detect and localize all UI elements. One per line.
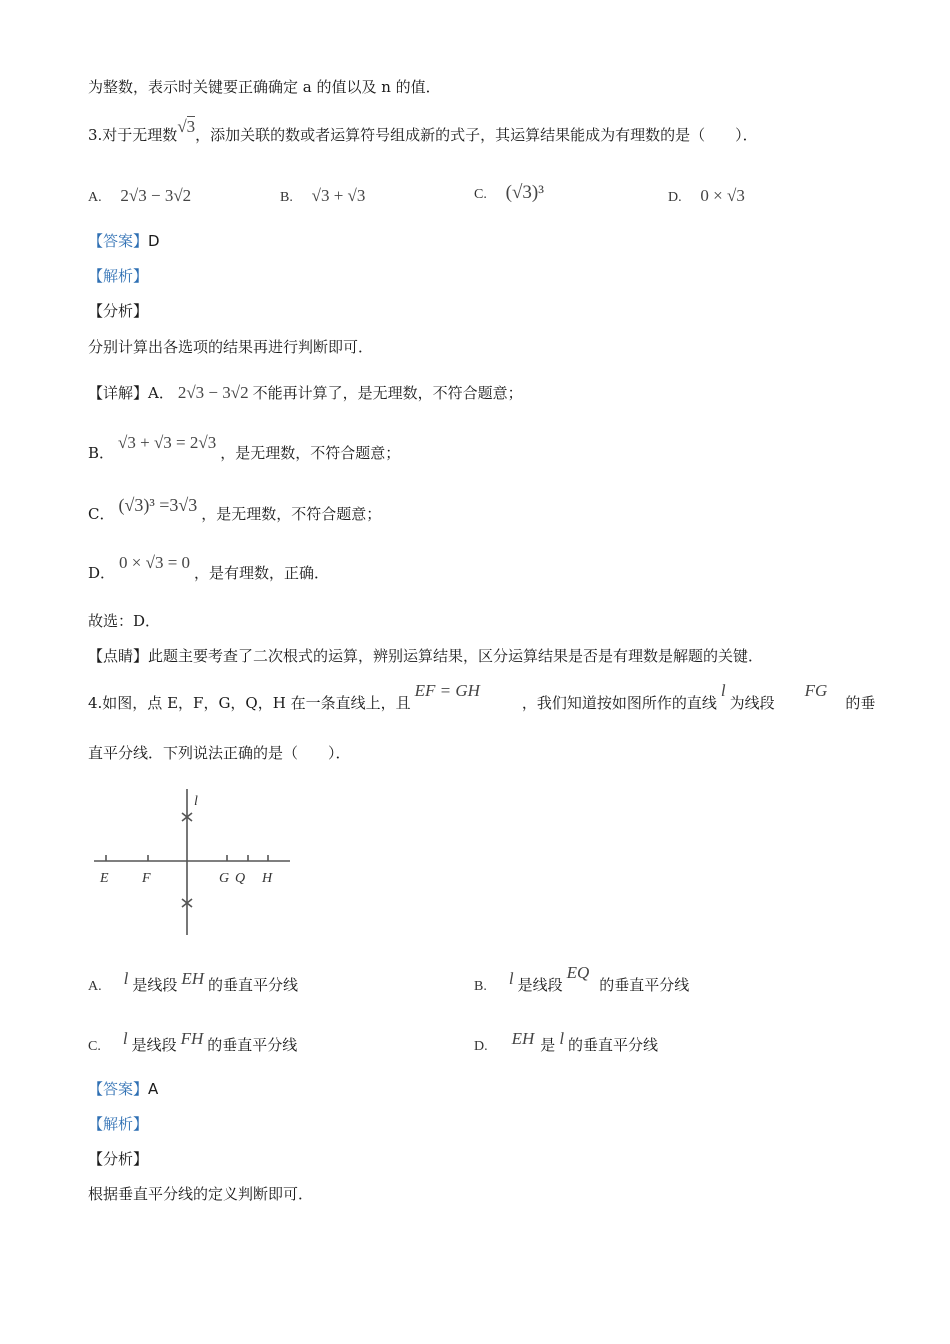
q3-detail-d: D．0 × √3 = 0，是有理数，正确．	[88, 553, 330, 582]
q3-detail-a: 【详解】A． 2√3 − 3√2 不能再计算了，是无理数，不符合题意；	[88, 383, 523, 402]
q3-option-c: C. (√3)³	[474, 182, 544, 203]
q3-stem-sqrt: √3	[177, 117, 196, 136]
q3-fenxi: 分别计算出各选项的结果再进行判断即可．	[88, 338, 374, 356]
q4-figure	[88, 785, 298, 940]
paragraph-intro: 为整数，表示时关键要正确确定 a 的值以及 n 的值．	[88, 78, 441, 96]
question-4-stem-line2: 直平分线．下列说法正确的是（ ）．	[88, 744, 351, 762]
q3-detail-b: B．√3 + √3 = 2√3，是无理数，不符合题意；	[88, 433, 401, 462]
q4-option-d: D. EH 是 l 的垂直平分线	[474, 1029, 659, 1054]
q3-jiexi-tag: 【解析】	[88, 267, 149, 285]
q4-answer: 【答案】A	[88, 1080, 159, 1098]
figure-label-q: Q	[235, 871, 246, 886]
q3-fenxi-tag: 【分析】	[88, 302, 149, 320]
q3-option-d: D. 0 × √3	[668, 186, 745, 205]
question-4-stem: 4.如图，点 E，F，G，Q，H 在一条直线上，且EF = GH，我们知道按如图所作的直线l为线段FG的垂	[88, 681, 876, 712]
figure-label-e: E	[100, 871, 109, 886]
q3-option-a: A. 2√3 − 3√2	[88, 186, 192, 205]
q3-detail-c: C． (√3)³ =3√3 ，是无理数，不符合题意；	[88, 495, 382, 523]
figure-label-l: l	[194, 794, 198, 809]
figure-label-g: G	[219, 871, 230, 886]
figure-label-f: F	[142, 871, 151, 886]
q4-jiexi-tag: 【解析】	[88, 1115, 149, 1133]
q4-option-b: B. l 是线段EQ的垂直平分线	[474, 963, 690, 994]
question-3-stem	[88, 117, 758, 146]
q4-fenxi-tag: 【分析】	[88, 1150, 149, 1168]
q3-stem-end: ，添加关联的数或者运算符号组成新的式子，其运算结果能成为有理数的是（ ）．	[195, 126, 758, 144]
q3-comment: 【点睛】此题主要考查了二次根式的运算，辨别运算结果，区分运算结果是否是有理数是解题的关键．	[88, 647, 764, 665]
q3-conclusion: 故选：D．	[88, 612, 161, 630]
q3-stem-start: 3.对于无理数	[88, 126, 178, 144]
q4-option-a: A. l 是线段 EH 的垂直平分线	[88, 969, 299, 994]
q4-option-c: C. l 是线段 FH 的垂直平分线	[88, 1029, 298, 1054]
figure-label-h: H	[262, 871, 273, 886]
q4-fenxi: 根据垂直平分线的定义判断即可．	[88, 1185, 314, 1203]
q3-answer: 【答案】D	[88, 232, 160, 250]
q3-option-b: B. √3 + √3	[280, 186, 366, 205]
